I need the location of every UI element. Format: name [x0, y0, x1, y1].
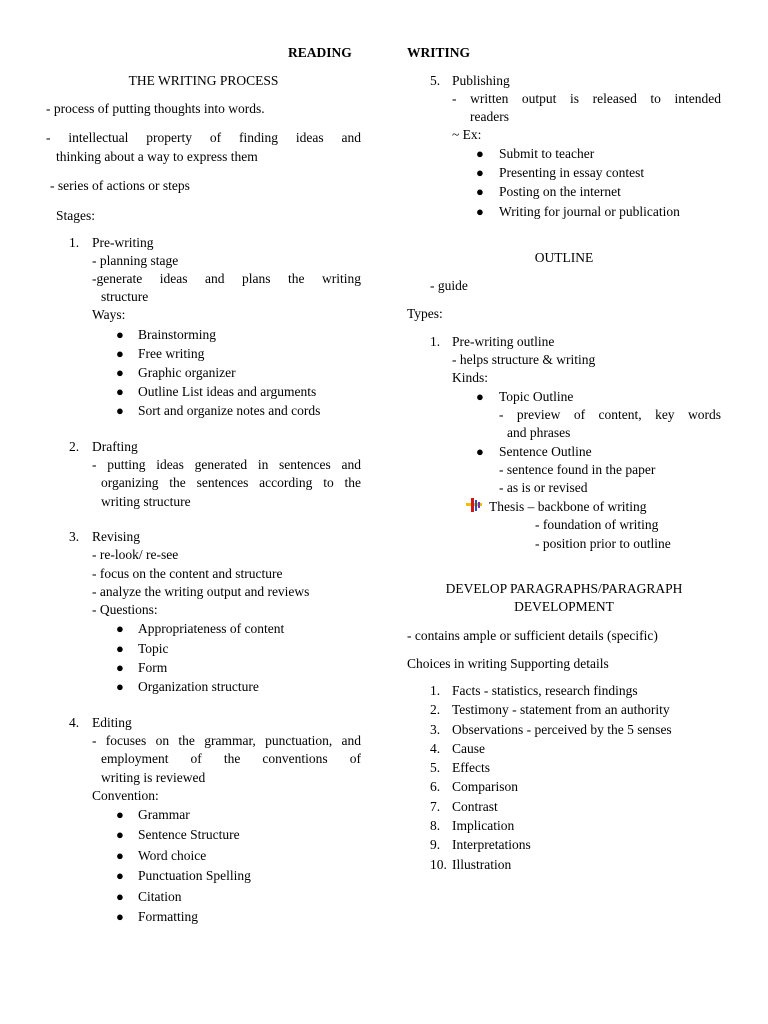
- topic-outline-line: - preview of content, key words: [499, 407, 721, 422]
- list-item: Implication: [452, 818, 515, 833]
- list-item: Punctuation Spelling: [138, 868, 251, 883]
- list-item: Formatting: [138, 909, 198, 924]
- list-item: Word choice: [138, 848, 207, 863]
- thesis-detail: - foundation of writing: [535, 517, 659, 532]
- stage-4-line: - focuses on the grammar, punctuation, and: [92, 733, 361, 748]
- stage-5-title: Publishing: [452, 73, 510, 88]
- type-1-title: Pre-writing outline: [452, 334, 555, 349]
- bullet-icon: ●: [476, 204, 484, 219]
- develop-line: Choices in writing Supporting details: [407, 656, 609, 671]
- list-item: Contrast: [452, 799, 498, 814]
- stage-1-line: -generate ideas and plans the writing: [92, 271, 361, 286]
- writing-process-title: THE WRITING PROCESS: [128, 73, 279, 88]
- thesis-line: Thesis – backbone of writing: [489, 499, 647, 514]
- bullet-icon: ●: [476, 389, 484, 404]
- list-item: Effects: [452, 760, 490, 775]
- type-1-line: - helps structure & writing: [452, 352, 596, 367]
- develop-title: DEVELOPMENT: [514, 599, 614, 614]
- bullet-icon: ●: [116, 327, 124, 342]
- header-reading: READING: [288, 45, 352, 60]
- list-number: 1.: [430, 683, 441, 698]
- stage-3-number: 3.: [69, 529, 80, 544]
- bullet-icon: ●: [116, 679, 124, 694]
- bullet-icon: ●: [476, 146, 484, 161]
- list-item: Topic: [138, 641, 169, 656]
- list-item: Comparison: [452, 779, 518, 794]
- kinds-label: Kinds:: [452, 370, 489, 385]
- bullet-icon: ●: [116, 346, 124, 361]
- list-item: Facts - statistics, research findings: [452, 683, 638, 698]
- sentence-outline: Sentence Outline: [499, 444, 592, 459]
- thesis-detail: - position prior to outline: [535, 536, 671, 551]
- list-item: Presenting in essay contest: [499, 165, 645, 180]
- bullet-icon: ●: [116, 641, 124, 656]
- list-number: 10.: [430, 857, 447, 872]
- bullet-icon: ●: [116, 827, 124, 842]
- stages-label: Stages:: [56, 208, 95, 223]
- sentence-outline-line: - sentence found in the paper: [499, 462, 656, 477]
- header-writing: WRITING: [407, 45, 471, 60]
- example-label: ~ Ex:: [452, 127, 482, 142]
- ways-label: Ways:: [92, 307, 126, 322]
- definition-1: - process of putting thoughts into words.: [46, 101, 265, 116]
- list-number: 7.: [430, 799, 441, 814]
- definition-2b: thinking about a way to express them: [56, 149, 258, 164]
- list-item: Outline List ideas and arguments: [138, 384, 317, 399]
- list-item: Interpretations: [452, 837, 531, 852]
- list-item: Submit to teacher: [499, 146, 595, 161]
- stage-2-number: 2.: [69, 439, 80, 454]
- stage-5-line: readers: [470, 109, 509, 124]
- list-number: 9.: [430, 837, 441, 852]
- stage-4-number: 4.: [69, 715, 80, 730]
- types-label: Types:: [407, 306, 443, 321]
- outline-guide: - guide: [430, 278, 468, 293]
- list-item: Sentence Structure: [138, 827, 240, 842]
- stage-1-number: 1.: [69, 235, 80, 250]
- bullet-icon: ●: [116, 621, 124, 636]
- stage-4-line: writing is reviewed: [101, 770, 206, 785]
- bullet-icon: ●: [476, 444, 484, 459]
- bullet-icon: ●: [116, 889, 124, 904]
- list-item: Organization structure: [138, 679, 259, 694]
- list-item: Form: [138, 660, 168, 675]
- list-number: 5.: [430, 760, 441, 775]
- list-number: 4.: [430, 741, 441, 756]
- stage-4-line: employment of the conventions of: [101, 751, 361, 766]
- develop-line: - contains ample or sufficient details (specific): [407, 628, 658, 643]
- stage-1-line: structure: [101, 289, 149, 304]
- bullet-icon: ●: [116, 384, 124, 399]
- stage-1-line: - planning stage: [92, 253, 179, 268]
- list-item: Brainstorming: [138, 327, 216, 342]
- list-item: Citation: [138, 889, 182, 904]
- stage-3-line: - re-look/ re-see: [92, 547, 179, 562]
- definition-2a: - intellectual property of finding ideas and: [46, 130, 361, 145]
- list-item: Observations - perceived by the 5 senses: [452, 722, 672, 737]
- definition-3: - series of actions or steps: [50, 178, 190, 193]
- stage-3-line: - focus on the content and structure: [92, 566, 283, 581]
- stage-5-line: - written output is released to intended: [452, 91, 721, 106]
- develop-title: DEVELOP PARAGRAPHS/PARAGRAPH: [445, 581, 683, 596]
- topic-outline-line: and phrases: [507, 425, 571, 440]
- list-number: 8.: [430, 818, 441, 833]
- stage-1-title: Pre-writing: [92, 235, 154, 250]
- list-item: Cause: [452, 741, 485, 756]
- list-item: Graphic organizer: [138, 365, 236, 380]
- bullet-icon: ●: [116, 403, 124, 418]
- stage-2-line: writing structure: [101, 494, 191, 509]
- list-item: Grammar: [138, 807, 190, 822]
- topic-outline: Topic Outline: [499, 389, 574, 404]
- list-number: 6.: [430, 779, 441, 794]
- arrow-bullet-icon: [464, 497, 484, 513]
- bullet-icon: ●: [116, 660, 124, 675]
- list-item: Free writing: [138, 346, 205, 361]
- sentence-outline-line: - as is or revised: [499, 480, 588, 495]
- list-item: Sort and organize notes and cords: [138, 403, 321, 418]
- list-item: Appropriateness of content: [138, 621, 285, 636]
- outline-title: OUTLINE: [534, 250, 594, 265]
- stage-3-line: - analyze the writing output and reviews: [92, 584, 310, 599]
- bullet-icon: ●: [116, 848, 124, 863]
- bullet-icon: ●: [116, 909, 124, 924]
- bullet-icon: ●: [116, 807, 124, 822]
- stage-2-line: organizing the sentences according to the: [101, 475, 361, 490]
- stage-2-title: Drafting: [92, 439, 138, 454]
- list-item: Illustration: [452, 857, 512, 872]
- stage-3-title: Revising: [92, 529, 141, 544]
- stage-5-number: 5.: [430, 73, 441, 88]
- bullet-icon: ●: [116, 868, 124, 883]
- bullet-icon: ●: [116, 365, 124, 380]
- bullet-icon: ●: [476, 165, 484, 180]
- list-item: Testimony - statement from an authority: [452, 702, 670, 717]
- list-item: Writing for journal or publication: [499, 204, 680, 219]
- bullet-icon: ●: [476, 184, 484, 199]
- stage-4-title: Editing: [92, 715, 132, 730]
- type-1-number: 1.: [430, 334, 441, 349]
- list-item: Posting on the internet: [499, 184, 621, 199]
- list-number: 2.: [430, 702, 441, 717]
- stage-2-line: - putting ideas generated in sentences and: [92, 457, 361, 472]
- stage-3-line: - Questions:: [92, 602, 158, 617]
- convention-label: Convention:: [92, 788, 159, 803]
- list-number: 3.: [430, 722, 441, 737]
